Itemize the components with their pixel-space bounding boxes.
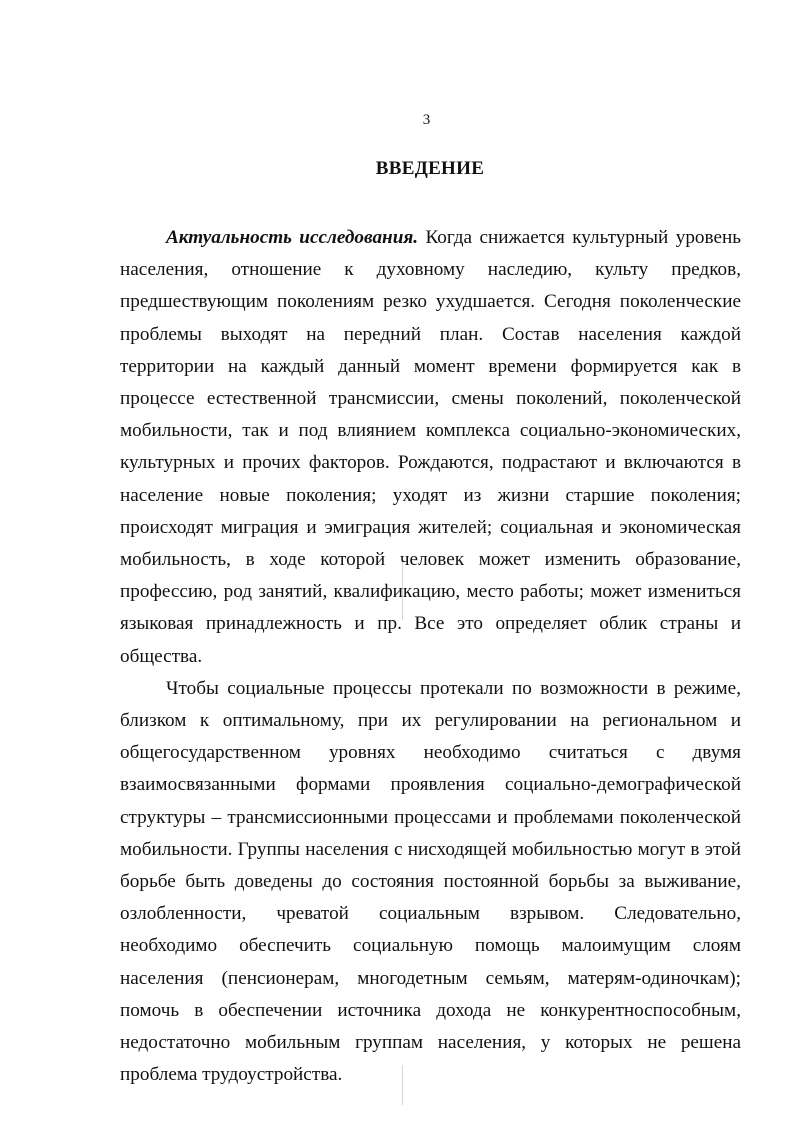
paragraph-text: Когда снижается культурный уровень населения, отношение к духовному наследию, культу предков, предшествующим поколениям резко ухудшается. Сегодня поколенческие проблемы выходят на передний план. Состав населения каждой территории на каждый данный момент времени формируется как в процессе естественной трансмиссии, смены поколений, поколенческой мобильности, так и под влиянием комплекса социально-экономических, культурных и прочих факторов. Рождаются, подрастают и включаются в население новые поколения; уходят из жизни старшие поколения; происходят миграция и эмиграция жителей; социальная и экономическая мобильность, в ходе которой человек может изменить образование, профессию, род занятий, квалификацию, место работы; может измениться языковая принадлежность и пр. Все это определяет облик страны и общества. [120, 227, 741, 667]
paragraph-2 [120, 673, 741, 1092]
body-text [120, 222, 741, 1091]
page-title: ВВЕДЕНИЕ [375, 158, 485, 179]
paragraph-lead: Актуальность исследования. [166, 227, 419, 248]
paragraph-1 [120, 222, 741, 673]
paragraph-text: Чтобы социальные процессы протекали по возможности в режиме, близком к оптимальному, при их регулировании на региональном и общегосударственном уровнях необходимо считаться с двумя взаимосвязанными формами проявления социально-демографической структуры – трансмиссионными процессами и проблемами поколенческой мобильности. Группы населения с нисходящей мобильностью могут в этой борьбе быть доведены до состояния постоянной борьбы за выживание, озлобленности, чреватой социальным взрывом. Следовательно, необходимо обеспечить социальную помощь малоимущим слоям населения (пенсионерам, многодетным семьям, матерям-одиночкам); помочь в обеспечении источника дохода не конкурентноспособным, недостаточно мобильным группам населения, у которых не решена проблема трудоустройства. [120, 677, 741, 1086]
page-number: 3 [422, 112, 431, 128]
